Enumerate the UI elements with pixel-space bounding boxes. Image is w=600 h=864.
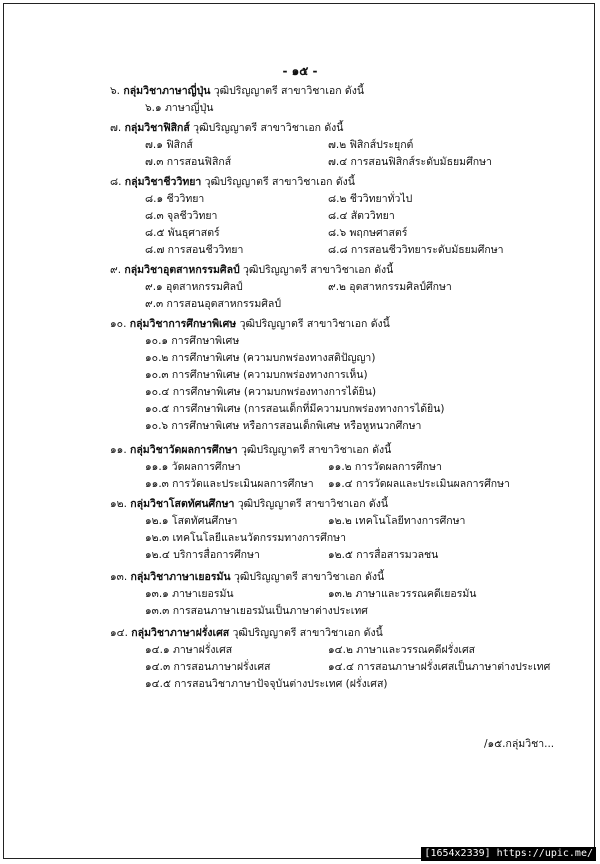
list-item: ๑๔.๔ การสอนภาษาฝรั่งเศสเป็นภาษาต่างประเทศ [328,661,551,673]
list-item: ๑๑.๑ วัดผลการศึกษา [145,461,241,473]
list-item: ๙.๒ อุตสาหกรรมศิลป์ศึกษา [328,281,452,293]
list-item: ๑๒.๑ โสตทัศนศึกษา [145,515,238,527]
list-item: ๙.๓ การสอนอุตสาหกรรมศิลป์ [145,298,282,310]
list-item: ๑๒.๕ การสื่อสารมวลชน [328,549,439,561]
page-number: - ๑๕ - [282,64,318,78]
list-item: ๑๒.๓ เทคโนโลยีและนวัตกรรมทางการศึกษา [145,532,346,544]
list-item: ๑๑.๒ การวัดผลการศึกษา [328,461,442,473]
section-heading-13: ๑๓. กลุ่มวิชาภาษาเยอรมัน วุฒิปริญญาตรี สาขาวิชาเอก ดังนี้ [110,571,385,583]
list-item: ๑๐.๑ การศึกษาพิเศษ [145,335,240,347]
list-item: ๖.๑ ภาษาญี่ปุ่น [145,102,214,114]
list-item: ๑๐.๖ การศึกษาพิเศษ หรือการสอนเด็กพิเศษ หรือหูหนวกศึกษา [145,420,422,432]
list-item: ๘.๘ การสอนชีววิทยาระดับมัธยมศึกษา [328,244,504,256]
continuation-note: /๑๕.กลุ่มวิชา... [484,738,555,750]
list-item: ๙.๑ อุตสาหกรรมศิลป์ [145,281,243,293]
list-item: ๘.๗ การสอนชีววิทยา [145,244,244,256]
list-item: ๑๔.๒ ภาษาและวรรณคดีฝรั่งเศส [328,644,476,656]
list-item: ๑๐.๔ การศึกษาพิเศษ (ความบกพร่องทางการได้ยิน) [145,386,377,398]
list-item: ๘.๑ ชีววิทยา [145,193,205,205]
list-item: ๗.๓ การสอนฟิสิกส์ [145,156,232,168]
section-heading-7: ๗. กลุ่มวิชาฟิสิกส์ วุฒิปริญญาตรี สาขาวิชาเอก ดังนี้ [110,122,344,134]
list-item: ๗.๔ การสอนฟิสิกส์ระดับมัธยมศึกษา [328,156,492,168]
list-item: ๑๓.๒ ภาษาและวรรณคดีเยอรมัน [328,588,477,600]
list-item: ๑๐.๓ การศึกษาพิเศษ (ความบกพร่องทางการเห็น) [145,369,368,381]
list-item: ๑๒.๔ บริการสื่อการศึกษา [145,549,260,561]
list-item: ๘.๒ ชีววิทยาทั่วไป [328,193,413,205]
section-heading-12: ๑๒. กลุ่มวิชาโสตทัศนศึกษา วุฒิปริญญาตรี สาขาวิชาเอก ดังนี้ [110,498,389,510]
list-item: ๘.๕ พันธุศาสตร์ [145,227,220,239]
list-item: ๑๐.๕ การศึกษาพิเศษ (การสอนเด็กที่มีความบกพร่องทางการได้ยิน) [145,403,445,415]
section-heading-14: ๑๔. กลุ่มวิชาภาษาฝรั่งเศส วุฒิปริญญาตรี สาขาวิชาเอก ดังนี้ [110,627,383,639]
list-item: ๘.๓ จุลชีววิทยา [145,210,218,222]
resolution-watermark: [1654x2339] https://upic.me/ [421,847,596,861]
list-item: ๑๒.๒ เทคโนโลยีทางการศึกษา [328,515,466,527]
list-item: ๑๑.๓ การวัดและประเมินผลการศึกษา [145,478,314,490]
list-item: ๑๔.๓ การสอนภาษาฝรั่งเศส [145,661,271,673]
list-item: ๗.๑ ฟิสิกส์ [145,139,193,151]
list-item: ๑๑.๔ การวัดผลและประเมินผลการศึกษา [328,478,510,490]
list-item: ๘.๔ สัตววิทยา [328,210,395,222]
section-heading-6: ๖. กลุ่มวิชาภาษาญี่ปุ่น วุฒิปริญญาตรี สาขาวิชาเอก ดังนี้ [110,85,365,97]
list-item: ๗.๒ ฟิสิกส์ประยุกต์ [328,139,414,151]
list-item: ๑๔.๕ การสอนวิชาภาษาปัจจุบันต่างประเทศ (ฝรั่งเศส) [145,678,388,690]
section-heading-10: ๑๐. กลุ่มวิชาการศึกษาพิเศษ วุฒิปริญญาตรี สาขาวิชาเอก ดังนี้ [110,318,390,330]
list-item: ๑๐.๒ การศึกษาพิเศษ (ความบกพร่องทางสติปัญญา) [145,352,376,364]
list-item: ๘.๖ พฤกษศาสตร์ [328,227,408,239]
list-item: ๑๔.๑ ภาษาฝรั่งเศส [145,644,233,656]
section-heading-11: ๑๑. กลุ่มวิชาวัดผลการศึกษา วุฒิปริญญาตรี สาขาวิชาเอก ดังนี้ [110,444,392,456]
section-heading-8: ๘. กลุ่มวิชาชีววิทยา วุฒิปริญญาตรี สาขาวิชาเอก ดังนี้ [110,176,355,188]
list-item: ๑๓.๓ การสอนภาษาเยอรมันเป็นภาษาต่างประเทศ [145,605,368,617]
list-item: ๑๓.๑ ภาษาเยอรมัน [145,588,234,600]
section-heading-9: ๙. กลุ่มวิชาอุตสาหกรรมศิลป์ วุฒิปริญญาตรี สาขาวิชาเอก ดังนี้ [110,264,394,276]
